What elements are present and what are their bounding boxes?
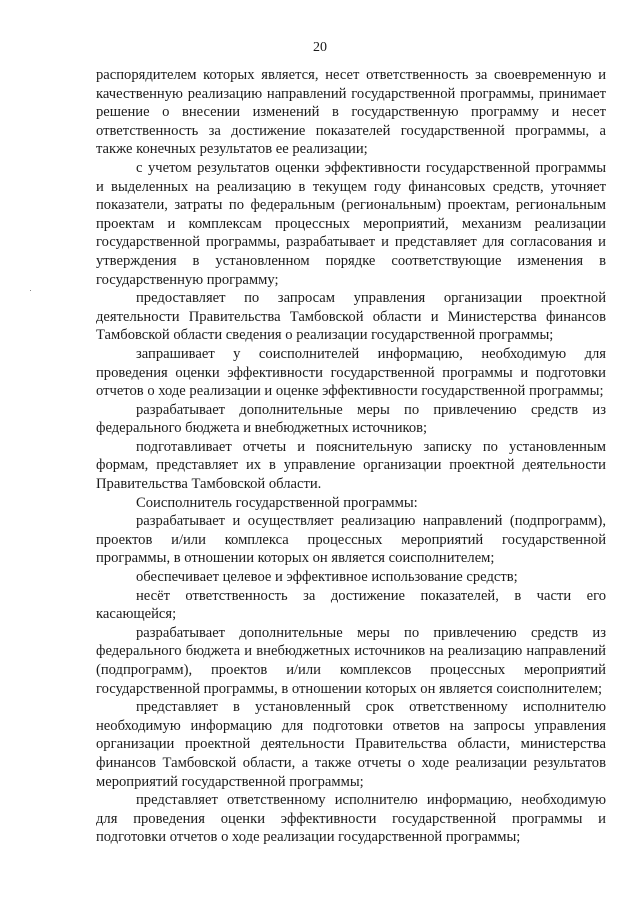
document-body	[96, 66, 606, 847]
paragraph: подготавливает отчеты и пояснительную записку по установленным формам, представляет их в управление организации проектной деятельности Правительства Тамбовской области.	[96, 438, 606, 493]
paragraph: разрабатывает дополнительные меры по привлечению средств из федерального бюджета и внебюджетных источников на реализацию направлений (подпрограмм), проектов и/или комплексов процессных мероприятий государственной программы, в отношении которых он является соисполнителем;	[96, 624, 606, 697]
paragraph: разрабатывает дополнительные меры по привлечению средств из федерального бюджета и внебюджетных источников;	[96, 401, 606, 437]
paragraph: с учетом результатов оценки эффективности государственной программы и выделенных на реализацию в текущем году финансовых средств, уточняет показатели, затраты по федеральным (региональным) проектам, региональным проектам и комплексам процессных мероприятий, механизм реализации государственной программы, разрабатывает и представляет для согласования и утверждения в установленном порядке соответствующие изменения в государственную программу;	[96, 159, 606, 288]
paragraph: представляет в установленный срок ответственному исполнителю необходимую информацию для подготовки ответов на запросы управления организации проектной деятельности Правительства области, министерства финансов Тамбовской области, а также отчеты о ходе реализации результатов мероприятий государственной программы;	[96, 699, 606, 790]
page-number: 20	[313, 40, 327, 55]
paragraph: представляет ответственному исполнителю информацию, необходимую для проведения оценки эффективности государственной программы и подготовки отчетов о ходе реализации государственной программы;	[96, 792, 606, 846]
paragraph: обеспечивает целевое и эффективное использование средств;	[136, 569, 518, 586]
scan-margin-mark	[30, 290, 31, 291]
paragraph: разрабатывает и осуществляет реализацию направлений (подпрограмм), проектов и/или комплекса процессных мероприятий государственной программы, в отношении которых он является соисполнителем;	[96, 513, 606, 567]
paragraph-continuation: распорядителем которых является, несет ответственность за своевременную и качественную реализацию направлений государственной программы, принимает решение о внесении изменений в государственную программу и несет ответственность за достижение показателей государственной программы, а также конечных результатов ее реализации;	[96, 67, 606, 158]
paragraph: несёт ответственность за достижение показателей, в части его касающейся;	[96, 587, 606, 623]
paragraph: предоставляет по запросам управления организации проектной деятельности Правительства Тамбовской области и Министерства финансов Тамбовской области сведения о реализации государственной программы;	[96, 290, 606, 344]
paragraph: запрашивает у соисполнителей информацию, необходимую для проведения оценки эффективности государственной программы и подготовки отчетов о ходе реализации и оценке эффективности государственной программы;	[96, 345, 606, 400]
section-heading: Соисполнитель государственной программы:	[136, 494, 418, 511]
